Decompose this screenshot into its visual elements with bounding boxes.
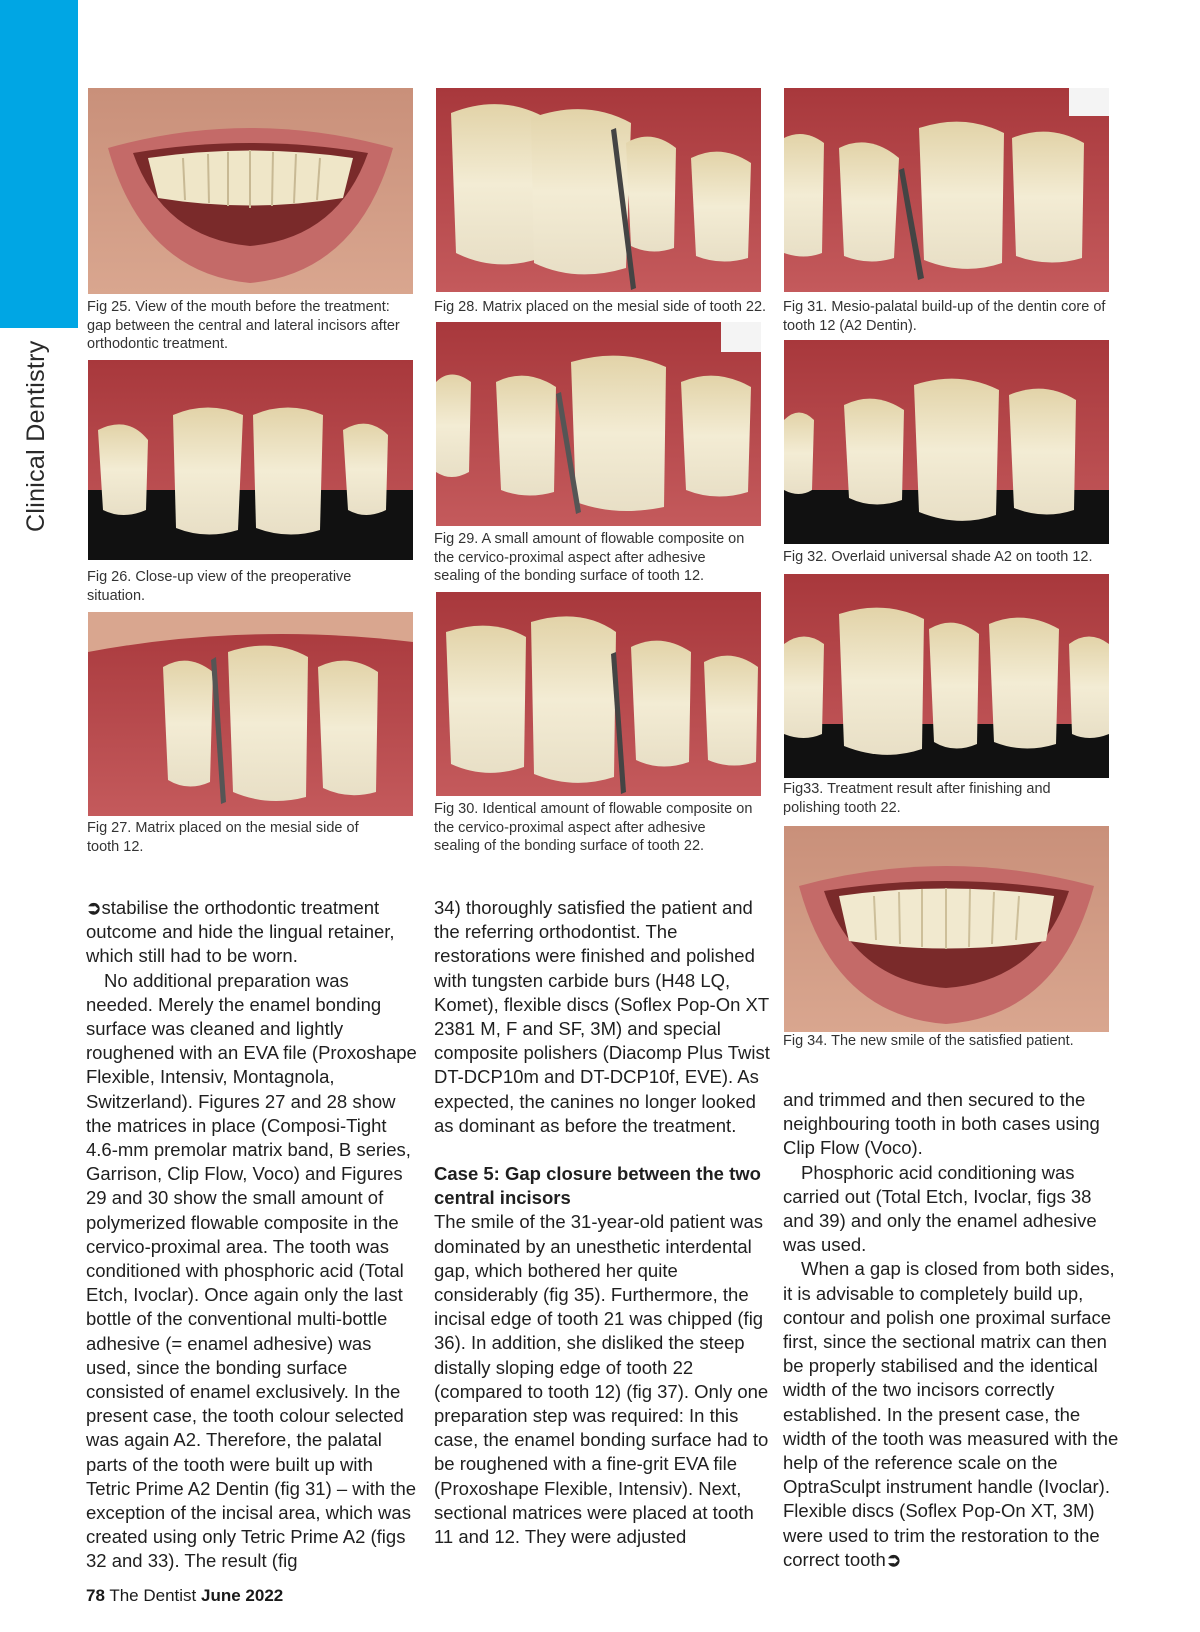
caption-fig30: Fig 30. Identical amount of flowable composite on the cervico-proximal aspect after adhesive sealing of the bonding surface of tooth 22.	[434, 801, 753, 854]
col3-paragraph-2: Phosphoric acid conditioning was carried out (Total Etch, Ivoclar, figs 38 and 39) and only the enamel adhesive was used.	[783, 1161, 1097, 1256]
photo-fig27-matrix	[88, 612, 413, 816]
continued-arrow-icon: ➲	[86, 897, 102, 918]
caption-fig32: Fig 32. Overlaid universal shade A2 on tooth 12.	[783, 549, 1093, 565]
section-label: Clinical Dentistry	[22, 340, 50, 532]
col3-paragraph-3: When a gap is closed from both sides, it is advisable to completely build up, contour and polish one proximal surface first, since the sectional matrix can then be properly stabilised and the identical width of the two incisors correctly established. In the present case, the width of the tooth was measured with the help of the reference scale on the OptraSculpt instrument handle (Ivoclar). Flexible discs (Soflex Pop-On XT, 3M) were used to trim the restoration to the correct tooth➲	[783, 1258, 1119, 1570]
body-column-2	[434, 896, 772, 1549]
body-column-1	[86, 896, 420, 1574]
photo-fig30-flowable	[436, 592, 761, 796]
magazine-name: The Dentist	[109, 1586, 197, 1605]
photo-fig31-buildup	[784, 88, 1109, 292]
caption-fig28: Fig 28. Matrix placed on the mesial side of tooth 22.	[434, 299, 767, 315]
photo-fig34-newsmile	[784, 826, 1109, 1032]
caption-fig31: Fig 31. Mesio-palatal build-up of the dentin core of tooth 12 (A2 Dentin).	[783, 299, 1106, 334]
photo-fig33-result	[784, 574, 1109, 778]
photo-fig32-overlay	[784, 340, 1109, 544]
page-footer	[86, 1586, 283, 1606]
photo-fig28-matrix	[436, 88, 761, 292]
photo-fig26-closeup	[88, 360, 413, 560]
body-column-3	[783, 1088, 1123, 1572]
col1-paragraph-1: ➲stabilise the orthodontic treatment outcome and hide the lingual retainer, which still had to be worn.	[86, 897, 395, 967]
page-number: 78	[86, 1586, 105, 1605]
caption-fig29: Fig 29. A small amount of flowable composite on the cervico-proximal aspect after adhesive sealing of the bonding surface of tooth 12.	[434, 531, 745, 584]
col3-paragraph-1: and trimmed and then secured to the neighbouring tooth in both cases using Clip Flow (Voco).	[783, 1089, 1100, 1159]
caption-fig25: Fig 25. View of the mouth before the treatment: gap between the central and lateral incisors after orthodontic treatment.	[87, 299, 400, 352]
caption-fig26: Fig 26. Close-up view of the preoperative situation.	[87, 569, 352, 604]
col2-paragraph-2: The smile of the 31-year-old patient was dominated by an unesthetic interdental gap, which bothered her quite considerably (fig 35). Furthermore, the incisal edge of tooth 21 was chipped (fig 36). In addition, she disliked the steep distally sloping edge of tooth 22 (compared to tooth 12) (fig 37). Only one preparation step was required: In this case, the enamel bonding surface had to be roughened with a fine-grit EVA file (Proxoshape Flexible, Intensiv). Next, sectional matrices were placed at tooth 11 and 12. They were adjusted	[434, 1211, 769, 1548]
col2-paragraph-1: 34) thoroughly satisfied the patient and the referring orthodontist. The restorations were finished and polished with tungsten carbide burs (H48 LQ, Komet), flexible discs (Soflex Pop-On XT 2381 M, F and SF, 3M) and special composite polishers (Diacomp Plus Twist DT-DCP10m and DT-DCP10f, EVE). As expected, the canines no longer looked as dominant as before the treatment.	[434, 897, 770, 1136]
continues-arrow-icon: ➲	[885, 1548, 902, 1570]
photo-fig25-smile	[88, 88, 413, 294]
col1-paragraph-2: No additional preparation was needed. Merely the enamel bonding surface was cleaned and lightly roughened with an EVA file (Proxoshape Flexible, Intensiv, Montagnola, Switzerland). Figures 27 and 28 show the matrices in place (Composi-Tight 4.6-mm premolar matrix band, B series, Garrison, Clip Flow, Voco) and Figures 29 and 30 show the small amount of polymerized flowable composite in the cervico-proximal area. The tooth was conditioned with phosphoric acid (Total Etch, Ivoclar). Once again only the last bottle of the conventional multi-bottle adhesive (= enamel adhesive) was used, since the bonding surface consisted of enamel exclusively. In the present case, the tooth colour selected was again A2. Therefore, the palatal parts of the tooth were built up with Tetric Prime A2 Dentin (fig 31) – with the exception of the incisal area, which was created using only Tetric Prime A2 (figs 32 and 33). The result (fig	[86, 969, 417, 1572]
caption-fig34: Fig 34. The new smile of the satisfied patient.	[783, 1033, 1074, 1049]
section-accent-bar	[0, 0, 78, 328]
caption-fig27: Fig 27. Matrix placed on the mesial side of tooth 12.	[87, 820, 359, 855]
caption-fig33: Fig33. Treatment result after finishing and polishing tooth 22.	[783, 781, 1051, 816]
photo-fig29-flowable	[436, 322, 761, 526]
issue-date: June 2022	[201, 1586, 284, 1605]
case5-heading: Case 5: Gap closure between the two central incisors	[434, 1163, 761, 1209]
